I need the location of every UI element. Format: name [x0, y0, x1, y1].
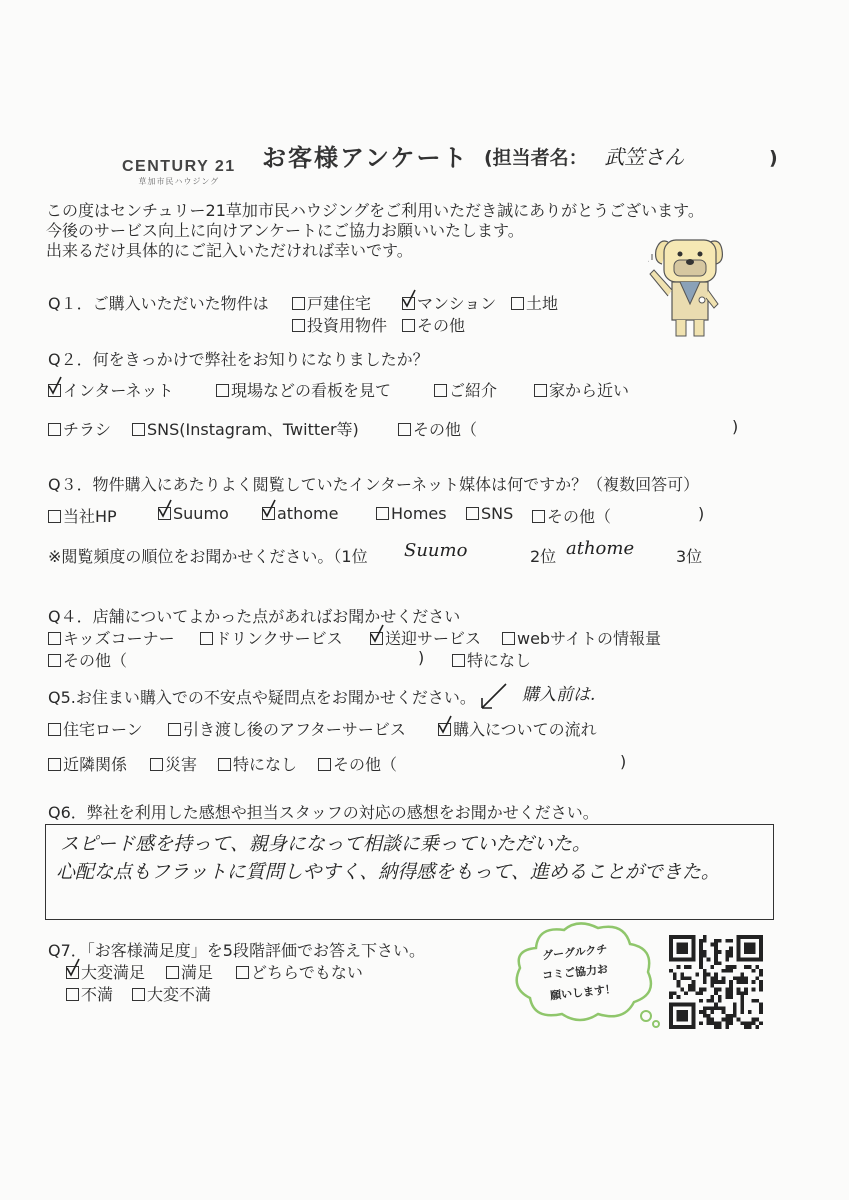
q7-option-neutral[interactable]: どちらでもない	[236, 960, 363, 983]
q5-other-close: )	[620, 752, 627, 771]
arrow-icon	[476, 682, 510, 712]
q7-option-very-satisfied[interactable]: 大変満足	[66, 960, 145, 983]
q3-other-close: )	[698, 504, 705, 523]
checkbox[interactable]	[132, 423, 145, 436]
checkbox[interactable]	[452, 654, 465, 667]
q4-option-drink[interactable]: ドリンクサービス	[200, 626, 343, 649]
q3-rank3-label: 3位	[676, 547, 703, 566]
intro-line-1: この度はセンチュリー21草加市民ハウジングをご利用いただき誠にありがとうございます。	[46, 201, 704, 220]
q5-option-none[interactable]: 特になし	[218, 752, 297, 775]
q4-other-close: )	[418, 648, 425, 667]
checkbox[interactable]	[200, 632, 213, 645]
checkbox[interactable]	[132, 988, 145, 1001]
checkbox-checked[interactable]	[370, 632, 383, 645]
q7-option-dissatisfied[interactable]: 不満	[66, 982, 113, 1005]
q3-label: Q３．物件購入にあたりよく閲覧していたインターネット媒体は何ですか？（複数回答可）	[48, 475, 700, 494]
q7-option-very-dissatisfied[interactable]: 大変不満	[132, 982, 211, 1005]
checkmark-icon	[65, 958, 81, 978]
bubble-line-3: 願いします！	[549, 982, 617, 1003]
q6-comment-line-2: 心配な点もフラットに質問しやすく、納得感をもって、進めることができた。	[56, 861, 720, 883]
logo	[122, 158, 236, 187]
q3-option-homes[interactable]: Homes	[376, 504, 447, 523]
q1-option-detached[interactable]: 戸建住宅	[292, 291, 371, 314]
checkbox-checked[interactable]	[262, 507, 275, 520]
checkbox[interactable]	[318, 758, 331, 771]
checkbox[interactable]	[534, 384, 547, 397]
checkmark-icon	[369, 624, 385, 644]
q3-option-athome[interactable]: athome	[262, 504, 338, 523]
q2-option-signboard[interactable]: 現場などの看板を見て	[216, 378, 391, 401]
q5-option-neighbors[interactable]: 近隣関係	[48, 752, 127, 775]
q5-option-loan[interactable]: 住宅ローン	[48, 717, 143, 740]
q4-option-none[interactable]: 特になし	[452, 648, 531, 671]
mascot-dog-illustration	[648, 234, 738, 346]
checkbox[interactable]	[168, 723, 181, 736]
q3-option-suumo[interactable]: Suumo	[158, 504, 229, 523]
checkmark-icon	[437, 715, 453, 735]
checkbox[interactable]	[398, 423, 411, 436]
checkbox-checked[interactable]	[48, 384, 61, 397]
logo-text: CENTURY 21	[122, 158, 236, 175]
q1-option-other[interactable]: その他	[402, 313, 465, 336]
checkbox-checked[interactable]	[66, 966, 79, 979]
q2-option-other[interactable]: その他（	[398, 417, 477, 440]
q2-label: Q２．何をきっかけで弊社をお知りになりましたか？	[48, 350, 429, 369]
q2-option-internet[interactable]: インターネット	[48, 378, 174, 401]
q4-label: Q４．店舗についてよかった点があればお聞かせください	[48, 607, 461, 626]
intro-line-3: 出来るだけ具体的にご記入いただければ幸いです。	[46, 241, 413, 260]
q3-rank-prefix: ※閲覧頻度の順位をお聞かせください。（1位	[48, 547, 368, 566]
checkbox[interactable]	[150, 758, 163, 771]
checkmark-icon	[261, 499, 277, 519]
q4-option-pickup[interactable]: 送迎サービス	[370, 626, 481, 649]
checkbox[interactable]	[48, 758, 61, 771]
staff-name: 武笠さん	[604, 145, 685, 169]
checkbox[interactable]	[292, 297, 305, 310]
qr-code-icon[interactable]	[668, 935, 764, 1029]
checkbox[interactable]	[502, 632, 515, 645]
checkbox[interactable]	[466, 507, 479, 520]
q2-other-close: )	[732, 417, 739, 436]
staff-label: (担当者名：	[484, 147, 588, 169]
bubble-line-2: コミご協力お	[541, 962, 609, 983]
q1-option-mansion[interactable]: マンション	[402, 291, 496, 314]
q5-option-other[interactable]: その他（	[318, 752, 397, 775]
q4-option-other[interactable]: その他（	[48, 648, 127, 671]
q3-option-sns[interactable]: SNS	[466, 504, 513, 523]
checkmark-icon	[157, 499, 173, 519]
checkbox[interactable]	[216, 384, 229, 397]
q1-option-investment[interactable]: 投資用物件	[292, 313, 387, 336]
checkbox[interactable]	[434, 384, 447, 397]
q5-handwritten-note: 購入前は.	[522, 685, 596, 705]
checkbox[interactable]	[376, 507, 389, 520]
q3-rank1-value: Suumo	[404, 540, 468, 561]
q4-option-kids[interactable]: キッズコーナー	[48, 626, 175, 649]
intro-line-2: 今後のサービス向上に向けアンケートにご協力お願いいたします。	[46, 221, 524, 240]
q2-option-referral[interactable]: ご紹介	[434, 378, 497, 401]
q5-label: Q5.お住まい購入での不安点や疑問点をお聞かせください。	[48, 688, 476, 707]
logo-subtext: 草加市民ハウジング	[138, 177, 220, 186]
checkbox[interactable]	[511, 297, 524, 310]
q5-option-aftercare[interactable]: 引き渡し後のアフターサービス	[168, 717, 406, 740]
q5-option-disaster[interactable]: 災害	[150, 752, 197, 775]
bubble-line-1: グーグルクチ	[541, 942, 609, 963]
checkbox[interactable]	[218, 758, 231, 771]
q2-option-nearby[interactable]: 家から近い	[534, 378, 629, 401]
q7-label: Q7．「お客様満足度」を5段階評価でお答え下さい。	[48, 941, 425, 960]
q7-option-satisfied[interactable]: 満足	[166, 960, 213, 983]
checkbox[interactable]	[166, 966, 179, 979]
checkbox[interactable]	[236, 966, 249, 979]
q3-option-ourhp[interactable]: 当社HP	[48, 504, 117, 527]
q2-option-flyer[interactable]: チラシ	[48, 417, 111, 440]
q3-rank2-value: athome	[566, 538, 635, 559]
checkbox-checked[interactable]	[158, 507, 171, 520]
checkmark-icon	[401, 289, 417, 309]
staff-field	[484, 141, 778, 170]
checkmark-icon	[47, 376, 63, 396]
page-title: お客様アンケート	[262, 144, 469, 172]
checkbox[interactable]	[402, 319, 415, 332]
q5-option-process[interactable]: 購入についての流れ	[438, 717, 597, 740]
q4-option-website[interactable]: webサイトの情報量	[502, 626, 661, 649]
checkbox[interactable]	[292, 319, 305, 332]
checkbox[interactable]	[66, 988, 79, 1001]
checkbox[interactable]	[48, 654, 61, 667]
q3-rank2-label: 2位	[530, 547, 557, 566]
q2-option-sns[interactable]: SNS(Instagram、Twitter等)	[132, 417, 359, 440]
checkbox-checked[interactable]	[402, 297, 415, 310]
q1-option-land[interactable]: 土地	[511, 291, 558, 314]
checkbox[interactable]	[48, 723, 61, 736]
checkbox[interactable]	[48, 510, 61, 523]
q6-label: Q6．弊社を利用した感想や担当スタッフの対応の感想をお聞かせください。	[48, 803, 599, 822]
q3-option-other[interactable]: その他（	[532, 504, 611, 527]
q6-comment-line-1: スピード感を持って、親身になって相談に乗っていただいた。	[60, 833, 591, 855]
q6-comment-box[interactable]	[45, 824, 774, 920]
q1-label: Q１．ご購入いただいた物件は	[48, 294, 269, 313]
checkbox[interactable]	[48, 423, 61, 436]
checkbox[interactable]	[48, 632, 61, 645]
checkbox-checked[interactable]	[438, 723, 451, 736]
review-request-bubble	[506, 918, 666, 1030]
staff-close: )	[768, 147, 778, 169]
checkbox[interactable]	[532, 510, 545, 523]
